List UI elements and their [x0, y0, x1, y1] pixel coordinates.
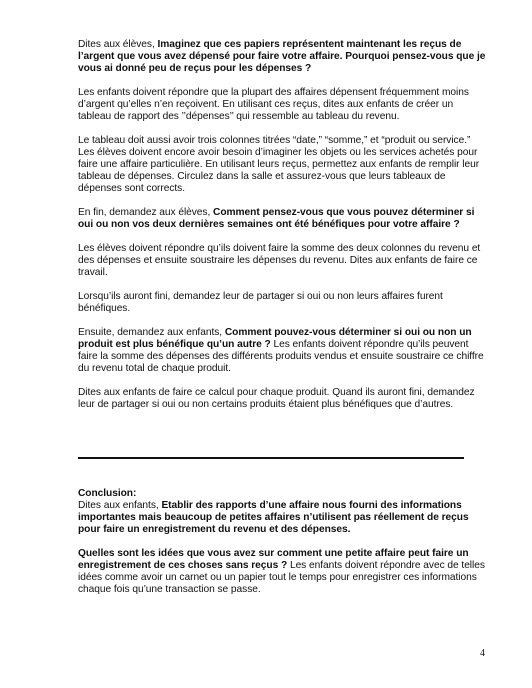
paragraph-bold-question: Quelles sont les idées que vous avez sur comment une petite affaire peut faire un enregistrement de ces choses sans reçus ? [78, 548, 469, 571]
paragraph-2 [78, 87, 488, 123]
paragraph-text: Le tableau doit aussi avoir trois colonnes titrées “date,” “somme,” et “produit ou service.” Les élèves doivent encore avoir besoin d’imaginer les objets ou les services achetés pour faire une affaire particulière. En utilisant leurs reçus, permettez aux enfants de remplir leur tableau de dépenses. Circulez dans la salle et assurez-vous que leurs tableaux de dépenses sont corrects. [78, 135, 480, 194]
paragraph-5 [78, 243, 488, 279]
paragraph-text: En fin, demandez aux élèves, [78, 207, 214, 218]
paragraph-text: Ensuite, demandez aux enfants, [78, 327, 225, 338]
paragraph-bold-statement: Etablir des rapports d’une affaire nous fourni des informations importantes mais beaucoup de petites affaires n’utilisent pas réellement de reçus pour faire un enregistrement du revenu et des dépenses. [78, 500, 469, 535]
paragraph-text: Les enfants doivent répondre avec de telles idées comme avoir un carnet ou un papier tout le temps pour enregistrer ces informations chaque fois qu’une transaction se passe. [78, 560, 485, 595]
paragraph-text: Dites aux enfants de faire ce calcul pour chaque produit. Quand ils auront fini, demandez leur de partager si oui ou non certains produits étaient plus bénéfiques que d’autres. [78, 387, 475, 410]
paragraph-bold-question: Imaginez que ces papiers représentent maintenant les reçus de l’argent que vous avez dépensé pour faire votre affaire. Pourquoi pensez-vous que je vous ai donné peu de reçus pour les dépenses ? [78, 39, 486, 74]
paragraph-text: Les élèves doivent répondre qu’ils doivent faire la somme des deux colonnes du revenu et des dépenses et ensuite soustraire les dépenses du revenu. Dites aux enfants de faire ce travail. [78, 243, 481, 278]
conclusion-heading: Conclusion: [78, 488, 137, 499]
conclusion-section [78, 488, 490, 608]
paragraph-4 [78, 207, 488, 231]
paragraph-6 [78, 291, 488, 315]
conclusion-paragraph-2 [78, 548, 490, 596]
paragraph-3 [78, 135, 488, 195]
conclusion-paragraph-1 [78, 488, 490, 536]
paragraph-text: Dites aux élèves, [78, 39, 158, 50]
paragraph-bold-question: Comment pensez-vous que vous pouvez déterminer si oui ou non vos deux dernières semaines ont été bénéfiques pour votre affaire ? [78, 207, 475, 230]
paragraph-text: Dites aux enfants, [78, 500, 162, 511]
paragraph-1 [78, 39, 488, 75]
paragraph-8 [78, 387, 488, 411]
paragraph-7 [78, 327, 488, 375]
paragraph-text: Les enfants doivent répondre qu’ils peuvent faire la somme des dépenses des différents produits vendus et ensuite soustraire ce chiffre du revenu total de chaque produit. [78, 339, 484, 374]
page-number: 4 [480, 648, 485, 659]
paragraph-bold-question: Comment pouvez-vous déterminer si oui ou non un produit est plus bénéfique qu’un autre ? [78, 327, 472, 350]
lesson-body [78, 39, 488, 423]
paragraph-text: Les enfants doivent répondre que la plupart des affaires dépensent fréquemment moins d’argent qu’elles n’en reçoivent. En utilisant ces reçus, dites aux enfants de créer un tableau de rapport des ’’dépenses’’ qui ressemble au tableau du revenu. [78, 87, 469, 122]
paragraph-text: Lorsqu’ils auront fini, demandez leur de partager si oui ou non leurs affaires furent bénéfiques. [78, 291, 443, 314]
section-divider [78, 457, 464, 459]
